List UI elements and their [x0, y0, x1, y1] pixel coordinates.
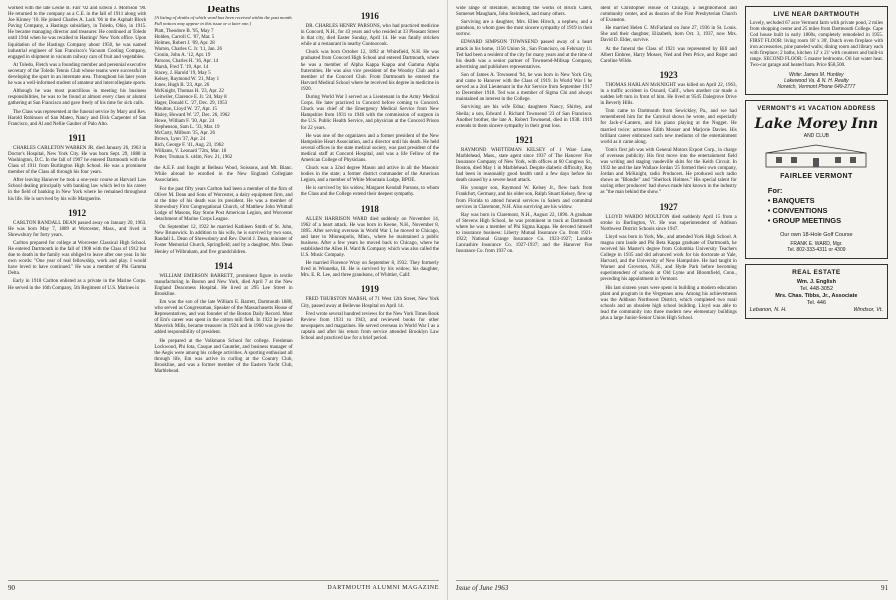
inn-logo-sub: AND CLUB: [803, 133, 830, 139]
deaths-list: [154, 29, 292, 161]
deaths-list-item: Platt, Theodore B. '95, May 7: [154, 29, 214, 35]
left-footer: [8, 580, 439, 594]
inn-golf: Our own 18-Hole Golf Course: [780, 232, 853, 238]
ad-signature-line: Norwich, Vermont Phone 649-2777: [777, 84, 856, 90]
deaths-list-item: Marsh, Fred T. '19, Apr. 14: [154, 65, 209, 71]
deaths-list-item: Hager, Donald C. '27, Dec. 29, 1953: [154, 101, 228, 107]
ad-body: Lovely, secluded 67 acre Vermont farm with private pond, 2 miles from shopping center and 25 miles from Dartmouth College. Cape Cod house built in early 1800s, completely remodeled in 1955. FIRST FLOOR: living room 18' x 30', Dutch oven fireplace with iron accessories, pine paneled walls; dining room and library each with fireplace; 2 baths, kitchen 12' x 21' with counters and built-in range. SECOND FLOOR: 5 master bedrooms. Oil hot water heat. Two-car garage and heated barn. Price $58,500.: [749, 21, 883, 68]
left-column-2: [154, 6, 292, 572]
paragraph: CHARLES CARLETON WARREN JR. died January 26, 1963 in Doctor's Hospital, New York City. He was born Sept. 29, 1888 in Washington, D.C. In the fall of 1907 he entered Dartmouth with the Class of 1911 from Burlington High School. He was a prominent member of the Class all through his four years.: [8, 145, 147, 176]
deaths-list-item: Cronin, John A. '12, Apr. 19: [154, 53, 211, 59]
paragraph: the A.E.F. and fought at Belleau Wood, Soissons, and Mt. Blanc. While abroad he enrolled in the New England Collegiate Association.: [154, 166, 293, 184]
deaths-list-item: Warren, Charles C. Jr. '11, Jan. 26: [154, 47, 222, 53]
agent-location: Lebanon, N. H.: [749, 307, 787, 313]
class-year-heading: 1914: [214, 260, 233, 271]
inn-service-label: BANQUETS: [772, 196, 815, 205]
right-column-1: [456, 6, 592, 572]
ad-signature-line: Lakewood Va. & N. H. Realty: [784, 78, 849, 84]
paragraph: At Toledo, Fletch was a founding member and perennial executive secretary of the Toledo Tennis Club whose teams were successful in developing the sport in an interstate area. Throughout his later years he was a well-informed student of amateur and intercollegiate sports.: [8, 62, 147, 87]
deaths-list-item: Holden, Carroll C. '07, Mar. 5: [154, 35, 215, 41]
paragraph: Early in 1918 Carlton enlisted as a private in the Marine Corps. He served in the 16th Company, 5th Regiment of U.S. Marines in: [8, 279, 147, 291]
paragraph: WILLIAM EMERSON BARRETT, prominent figure in textile manufacturing in Boston and New York, died April 7 at the New England Deaconess Hospital. He lived at 295 Lee Street in Brookline.: [154, 273, 293, 297]
paragraph: Fred wrote several hundred reviews for the New York Times Book Review from 1931 to 1943, and reviewed books for other newspapers and magazines. He served overseas in World War I as a captain and after his return from service attended Brooklyn Law School and practiced law for a brief period.: [300, 311, 439, 342]
ad-headline: VERMONT'S #1 VACATION ADDRESS: [757, 106, 876, 112]
paragraph: Although he was most punctilious in meeting his business responsibilities, he was to be found at almost every class or alumni gathering at San Francisco and gave freely of his time for sick calls.: [8, 89, 147, 107]
deaths-list-item: Stephenson, Sam L. '33, Mar. 19: [154, 125, 220, 131]
paragraph: During World War I served as a Lieutenant in the Army Medical Corps. He later practiced in Concord before coming to Concord. Chuck was chief of the Emergency Medical Service from New Hampshire from 1931 to 1946 with the commission of surgeon in the U.S. Public Health Service, and physician at the Concord Prison for 22 years.: [300, 95, 439, 131]
paragraph: He married Helen C. McFarland on June 27, 1936 in St. Louis. She and their daughter, Elizabeth, born Oct. 3, 1937, now Mrs. David D. Elder, survive.: [600, 26, 737, 44]
paragraph: The Class was represented at the funeral service by Mary and Rev. Harold Robinson of San Mateo, Nancy and Dick Carpenter of San Francisco, and Al and Nellie Gaulter of Palo Alto.: [8, 109, 147, 127]
deaths-list-item: Potter, Truman S. s44m, Nov. 21, 1962: [154, 155, 233, 161]
deaths-list-item: Moulton, Lloyd W. '27, Apr. 15: [154, 107, 218, 113]
deaths-note: [A listing of deaths of which word has been received within the past month. Full notices may appear in this issue or a later one.]: [154, 15, 293, 26]
right-column-2: [600, 6, 736, 572]
ad-title: REAL ESTATE: [792, 269, 841, 276]
paragraph: worked with the late Leslie B. Farr '02 and Edwin J. Morrison '90. He returned to the company as a C.E. in the fall of 1911 along with Joe Kinney '10. He joined Charles A. Lack '06 in the Asphalt Block Paving Company, a Hastings subsidiary, in Toledo, Ohio, in 1915. He became managing director and treasurer. He continued at Toledo until 1944 when he was recalled to Hastings' New York office. Upon liquidation of the Hastings Company about 1950, he was named industrial engineer of San Francisco's Vacuum Cooling Company, engaged in shipment in vacuum railway cars of fruit and vegetables.: [8, 6, 147, 60]
agent-name: Mrs. Chas. Tibbs, Jr., Associate: [775, 293, 858, 299]
agent-location: Windsor, Vt.: [853, 307, 883, 313]
class-year-heading: 1918: [360, 203, 379, 214]
paragraph: Chuck was born October 12, 1892 at Whitefield, N.H. He was graduated from Concord High School and entered Dartmouth, where he was a member of Alpha Kappa Kappa and Gamma Alpha fraternities. He was also vice president of the Woodsy Club and a member of the Concord Club. From Dartmouth he entered the Harvard Medical School where he received his degree in medicine in 1920.: [300, 50, 439, 92]
paragraph: wide range of literature, including the works of Bruch Catell, Somerset Maugham, John Steinbeck, and many others.: [456, 6, 593, 18]
paragraph: ALLEN HARRISON WARD died suddenly on November 14, 1962 of a heart attack. He was born in Keene, N.H., November 8, 1895. After serving overseas in World War I, he moved to Chicago, and later to Minneapolis, Minn., where he maintained a public business. After a few years he moved back to Chicago, where he established the Allen H. Ward & Company which was also called the U.S. Music Company.: [300, 216, 439, 259]
paragraph: He married Florence Wray on September 8, 1932. They formerly lived in Winnetka, Ill. He is survived by his widow; his daughter, Mrs. E. R. Lee, and three grandsons, of Whittier, Calif.: [300, 261, 439, 279]
paragraph: Lloyd was born in York, Me., and attended York High School. A magna cum laude and Phi Beta Kappa graduate of Dartmouth, he received his Master's degree from Columbia University Teachers College in 1935 and did advanced work for his doctorate at Yale, Harvard, and the University of New Hampshire. He had taught in Warner and Groveton, N.H., and Hyde Park before becoming superintendent of schools at Old Lyme and Bloomfield, Conn., preceding his appointment in Vermont.: [600, 234, 737, 283]
paragraph: EDWARD SIMPSON TOWNSEND passed away of a heart attack in his home, 1150 Union St., San Francisco, on February 11. Ted had been a resident of the city for many years and at the time of his death was a senior partner of Townsend-Millsap Company, advertising and publishers representatives.: [456, 40, 593, 70]
paragraph: Em was the son of the late William E. Barrett, Dartmouth 1880, who served as Congressman, Speaker of the Massachusetts House of Representatives, and was founder of the Boston Daily Record. Most of Em's career was spent in the cotton mill field. In 1922 he joined Maverick Mills, became treasurer in 1924 and in 1960 was given the added responsibility of president.: [154, 299, 293, 336]
right-page: [448, 0, 896, 600]
paragraph: On September 12, 1922 he married Kathleen Smith of St. John, New Brunswick. In addition to his wife, he is survived by two sons, Randall L. Dean of Shrewsbury and Rev. David J. Dean, minister of Foster Memorial Church, Springfield; and by a daughter, Mrs. Dean Henley of Wilbraham, and five grandchildren.: [154, 225, 293, 255]
paragraph: Tom came to Dartmouth from Sewickley, Pa., and we had remembered him for the Carnival shows he wrote, and especially for Jack-o'-Lantern, and his piano playing at the Nugget. He married twice: actresses Edith Mosser and Marjorie Davies. His brilliant career embraced such new mediums of the entertainment world as it came along.: [600, 109, 737, 145]
paragraph: Surviving are his wife Edna; daughters Nancy, Shirley, and Sheila; a son, Edward J. Richard Townsend '23 of San Francisco. Another brother, the late A. Robert Townsend, died in 1938. 1919 extends to them sincere sympathy in their great loss.: [456, 105, 593, 129]
deaths-list-item: Risley, Howard W. '27, Dec. 26, 1962: [154, 113, 230, 119]
agent-name: Wm. J. English: [796, 279, 836, 285]
deaths-list-item: Holmes, Robert J. '09, Apr. 28: [154, 41, 215, 47]
inn-location: FAIRLEE VERMONT: [780, 173, 853, 180]
real-estate-ad-english: [745, 264, 888, 319]
class-year-heading: 1923: [659, 69, 678, 80]
paragraph: LLOYD WARDO MOULTON died suddenly April 15 from a stroke in Burlington, Vt. He was superintendent of Addison Northwest District Schools since 1947.: [600, 214, 737, 232]
deaths-list-item: Stacey, J. Harold '19, May 5: [154, 71, 211, 77]
paragraph: Chuck was a 32nd degree Mason and active in all the Masonic bodies in the state; a former district commander of the American Legion, and a member of White Mountain Lodge, BPOE.: [300, 166, 439, 184]
deaths-list-item: Williams, V. Leonard '72m, Mar. 18: [154, 149, 227, 155]
real-estate-ad-farm: [745, 6, 888, 95]
ads-column: [745, 6, 888, 572]
deaths-list-item: McCarty, Milburn '35, Apr. 26: [154, 131, 216, 137]
deaths-list-item: Rich, George F. '41, Aug. 23, 1962: [154, 143, 224, 149]
paragraph: Tom's first job was with General Motors Export Corp., in charge of overseas publicity. His first move into the entertainment field was writing and staging vaudeville skits for the Keith Circuit. In 1932 he and the late Wallace Jordan '25 formed their own company, Jordan and McKnight, radio Producers. He produced such radio shows as "Blondie" and "Sherlock Holmes." His special talent for saving other producers' bad shows made him known in the industry as "the man behind the show.": [600, 147, 737, 196]
paragraph: He prepared at the Volkmann School for college. Freshman Lockwood, Phi Iota, Casque and Gauntlet, and business manager of the Aegis were among his college activities. A sporting enthusiast all through life, Em was active in curling at the Country Club, Brookline, and was a former member of the Eastern Yacht Club, Marblehead.: [154, 338, 293, 374]
paragraph: At the funeral the Class of 1921 was represented by Bill and Albert Emhree, Harry Mosser, Ned and Pem Price, and Roger and Caroline Wilde.: [600, 46, 737, 64]
inn-contact: FRANK E. WARD, Mgr.: [790, 241, 843, 247]
paragraph: Son of James A. Townsend '94, he was born in New York City, and came to Hanover with the Class of 1919. In World War I he served as a 2nd Lieutenant in the Air Service from September 1917 to December 1918. Ted was a member of Sigma Chi and always maintained an interest in the College.: [456, 72, 593, 103]
inn-service-item: • BANQUETS: [767, 196, 815, 205]
paragraph: His last sixteen years were spent in building a modern education plant and program in the Vergennes area. Among his achievements was the Addison Northwest District, which completed two rural schools and an obsolete high school building. Lloyd was able to lead the community into three modern new elementary buildings plus a large Junior-Senior Union High School.: [600, 285, 737, 322]
class-year-heading: 1921: [515, 134, 534, 145]
class-year-heading: 1912: [68, 207, 87, 218]
deaths-heading: Deaths: [207, 6, 240, 15]
paragraph: For the past fifty years Carlton had been a member of the firm of Oliver M. Dean and Sons of Worcester, a dairy equipment firm, and at the time of his death was its president. He was a member of Shrewsbury First Congregational Church, of Matthew John Whittall Lodge of Masons, Ray Stone Post American Legion, and Worcester detachment of Marine Corps League.: [154, 186, 293, 223]
agent-phone: Tel. 446: [806, 300, 827, 306]
paragraph: FRED THURSTON MARSH, of 71 West 12th Street, New York City, passed away at Bellevue Hospital on April 14.: [300, 297, 439, 309]
left-column-3: [301, 6, 439, 572]
paragraph: DR. CHARLES HENRY PARSONS, who had practiced medicine in Concord, N.H., for 43 years and who resided at 33 Pleasant Street in that city, died Easter Sunday, April 14. He was fatally stricken while at a restaurant in nearby Contoocook.: [300, 24, 439, 48]
page-number: 90: [8, 583, 15, 592]
paragraph: He was one of the organizers and a former president of the New Hampshire Heart Association, and a director until his death. He held several offices in the state medical society, was past president of the medical staff at Concord Hospital, and was a life Fellow of the American College of Physicians.: [300, 133, 439, 163]
deaths-list-item: Parsons, Charles H. '16, Apr. 14: [154, 59, 219, 65]
lake-morey-inn-ad: [745, 100, 888, 259]
page-number: 91: [881, 583, 888, 592]
inn-service-label: CONVENTIONS: [772, 206, 828, 215]
paragraph: THOMAS HARLAN McKNIGHT was killed on April 22, 1963, in a traffic accident in Oxnard, Calif., when another car made a sudden left turn in front of him. He lived at 9545 Dalegrove Drive in Beverly Hills.: [600, 82, 737, 107]
magazine-title: DARTMOUTH ALUMNI MAGAZINE: [327, 584, 439, 591]
inn-illustration: [761, 143, 871, 169]
ad-signature: [750, 72, 883, 90]
paragraph: Ray was born in Claremont, N.H., August 22, 1896. A graduate of Stevens High School, he was prominent in track at Dartmouth where he was a member of Phi Sigma Kappa. He devoted himself to insurance business: Liberty Mutual Insurance Co. from 1921-1922; National Grange Insurance Co. 1923-1927; London Lancashire Insurance Co. 1927-1937; and the Hanover Fire Insurance Co. from 1937 on.: [456, 212, 593, 255]
issue-date: Issue of June 1963: [456, 583, 509, 592]
deaths-list-item: Howe, William F. '30, Apr. 24: [154, 119, 215, 125]
paragraph: His younger son, Raymond W. Kelsey Jr., flew back from Frankfurt, Germany, and his older son, Ralph Stuart Kelsey, flew up from Florida to attend funeral services in Salem and committal services in Claremont, N.H. Also surviving are his widow.: [456, 186, 593, 210]
inn-phone: Tel. 802-333-4311 or 4309: [787, 247, 846, 253]
deaths-list-item: Brown, Lynn '37, Apr. 24: [154, 137, 206, 143]
paragraph: Carlton prepared for college at Worcester Classical High School. He entered Dartmouth in the fall of 1908 with the Class of 1912 but due to death in the family was obliged to leave after one year. In his own words: "One year of real fellowship, work and play. I would have loved to have continued." He was a member of Phi Gamma Delta.: [8, 240, 147, 277]
deaths-list-item: McKnight, Thomas H. '23, Apr. 22: [154, 89, 224, 95]
deaths-list-item: Kelsey, Raymond W. '21, May 1: [154, 77, 220, 83]
paragraph: After leaving Hanover he took a one-year course at Harvard Law School dealing principally with banking law which led to his career in the field of banking in New York where he remained throughout his life. He is survived by his wife Marguerite.: [8, 178, 147, 202]
agent-phone: Tel. 448-3052: [799, 286, 834, 292]
inn-service-item: • GROUP MEETINGS: [767, 216, 842, 225]
paragraph: CARLTON RANDALL DEAN passed away on January 20, 1963. He was born May 7, 1889 at Worcester, Mass., and lived in Shrewsbury for forty years.: [8, 220, 147, 238]
inn-service-label: GROUP MEETINGS: [772, 216, 842, 225]
paragraph: Surviving are a daughter, Mrs. Ellen Hirsch, a nephew, and a grandson, to whom goes the most sincere sympathy of 1919 in their sorrow.: [456, 20, 593, 38]
ad-signature-line: Write: James M. Huntley: [789, 72, 844, 78]
class-year-heading: 1916: [360, 11, 379, 21]
inn-logo: Lake Morey Inn: [754, 116, 879, 132]
inn-service-item: • CONVENTIONS: [767, 206, 828, 215]
inn-building-icon: [761, 143, 871, 169]
agent-locations: [750, 307, 883, 314]
class-year-heading: 1927: [659, 201, 678, 212]
paragraph: RAYMOND WHITTEMAN KELSEY of 1 Ware Lane, Marblehead, Mass., state agent since 1937 of The Hanover Fire Insurance Company of New York, with offices at 60 Congress St., Boston, died May 1 in Marblehead. Despite diabetic difficulty, Ray had been in reasonably good health until a few days before his death caused by a severe heart attack.: [456, 147, 593, 184]
paragraph: He is survived by his widow, Margaret Kendall Parsons, to whom the Class and the College extend their deepest sympathy.: [300, 186, 439, 198]
class-year-heading: 1919: [360, 284, 379, 295]
paragraph: ident of Christopher House of Chicago, a neighborhood and community center, and as deacon of the First Presbyterian Church of Evanston.: [600, 6, 737, 24]
left-column-1: [8, 6, 146, 572]
class-year-heading: 1911: [68, 132, 86, 143]
right-footer: [456, 580, 888, 594]
inn-services: [768, 186, 883, 226]
ad-title: LIVE NEAR DARTMOUTH: [773, 11, 860, 18]
deaths-list-item: Jones, Hugh B. '23, Apr. 26: [154, 83, 210, 89]
deaths-list-item: Leitwiler, Clarence E. Jr. '24, May 8: [154, 95, 227, 101]
inn-for-label: For:: [767, 186, 783, 195]
